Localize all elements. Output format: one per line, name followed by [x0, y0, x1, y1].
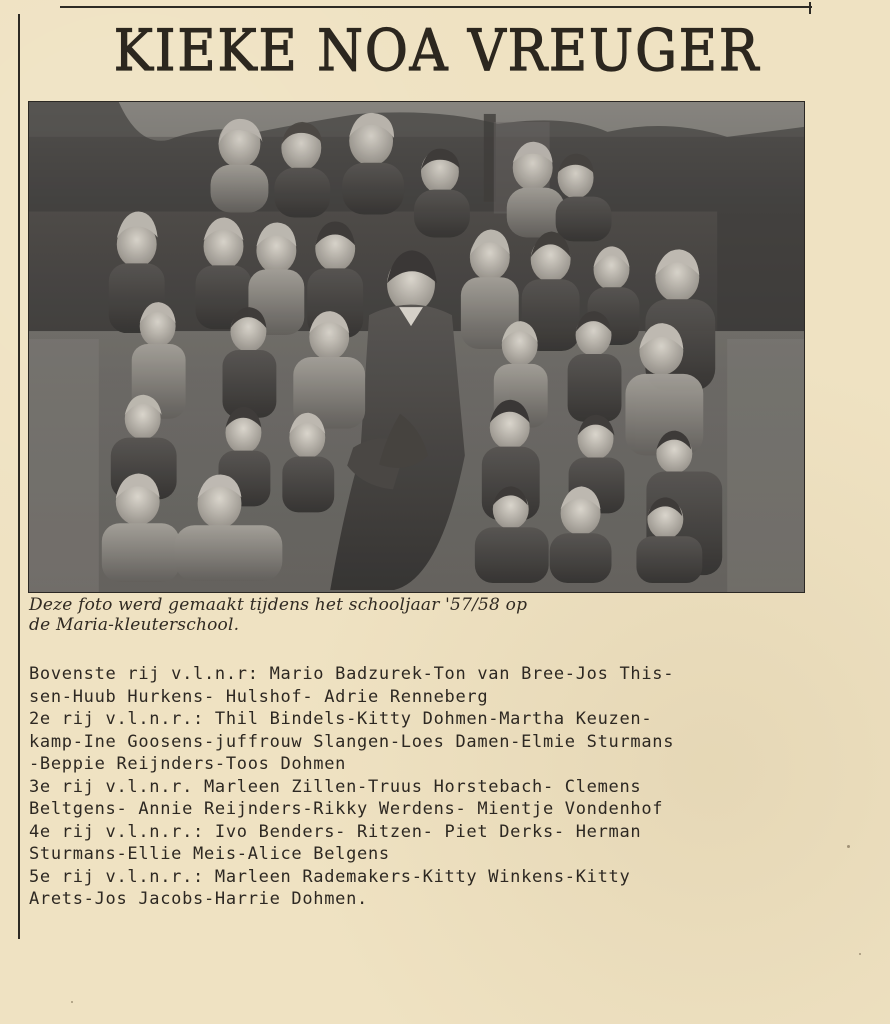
class-photo-illustration — [29, 102, 804, 592]
left-rule — [18, 14, 20, 939]
names-line: sen-Huub Hurkens- Hulshof- Adrie Renneberg — [29, 686, 489, 707]
paper-speck — [71, 1001, 73, 1003]
names-line: 3e rij v.l.n.r. Marleen Zillen-Truus Horstebach- Clemens — [29, 776, 642, 797]
names-line: 4e rij v.l.n.r.: Ivo Benders- Ritzen- Piet Derks- Herman — [29, 821, 642, 842]
caption-line: Deze foto werd gemaakt tijdens het schooljaar '57/58 op — [29, 595, 528, 615]
caption-line: de Maria-kleuterschool. — [29, 615, 240, 635]
names-line: Sturmans-Ellie Meis-Alice Belgens — [29, 844, 390, 864]
article-title: KIEKE NOA VREUGER — [113, 18, 761, 84]
names-line: 5e rij v.l.n.r.: Marleen Rademakers-Kitty Winkens-Kitty — [29, 866, 631, 887]
names-line: Bovenste rij v.l.n.r: Mario Badzurek-Ton van Bree-Jos This- — [29, 664, 675, 684]
paper-speck — [859, 953, 861, 955]
top-rule-tick — [809, 2, 811, 14]
names-line: Beltgens- Annie Reijnders-Rikky Werdens- Mientje Vondenhof — [29, 799, 664, 819]
names-block — [29, 663, 799, 911]
names-line: 2e rij v.l.n.r.: Thil Bindels-Kitty Dohmen-Martha Keuzen- — [29, 709, 653, 729]
class-photo — [28, 101, 805, 593]
names-line: -Beppie Reijnders-Toos Dohmen — [29, 754, 347, 774]
names-line: kamp-Ine Goosens-juffrouw Slangen-Loes Damen-Elmie Sturmans — [29, 731, 675, 752]
top-rule — [60, 6, 812, 8]
photo-caption — [29, 595, 789, 635]
paper-speck — [847, 845, 850, 848]
names-line: Arets-Jos Jacobs-Harrie Dohmen. — [29, 889, 368, 909]
